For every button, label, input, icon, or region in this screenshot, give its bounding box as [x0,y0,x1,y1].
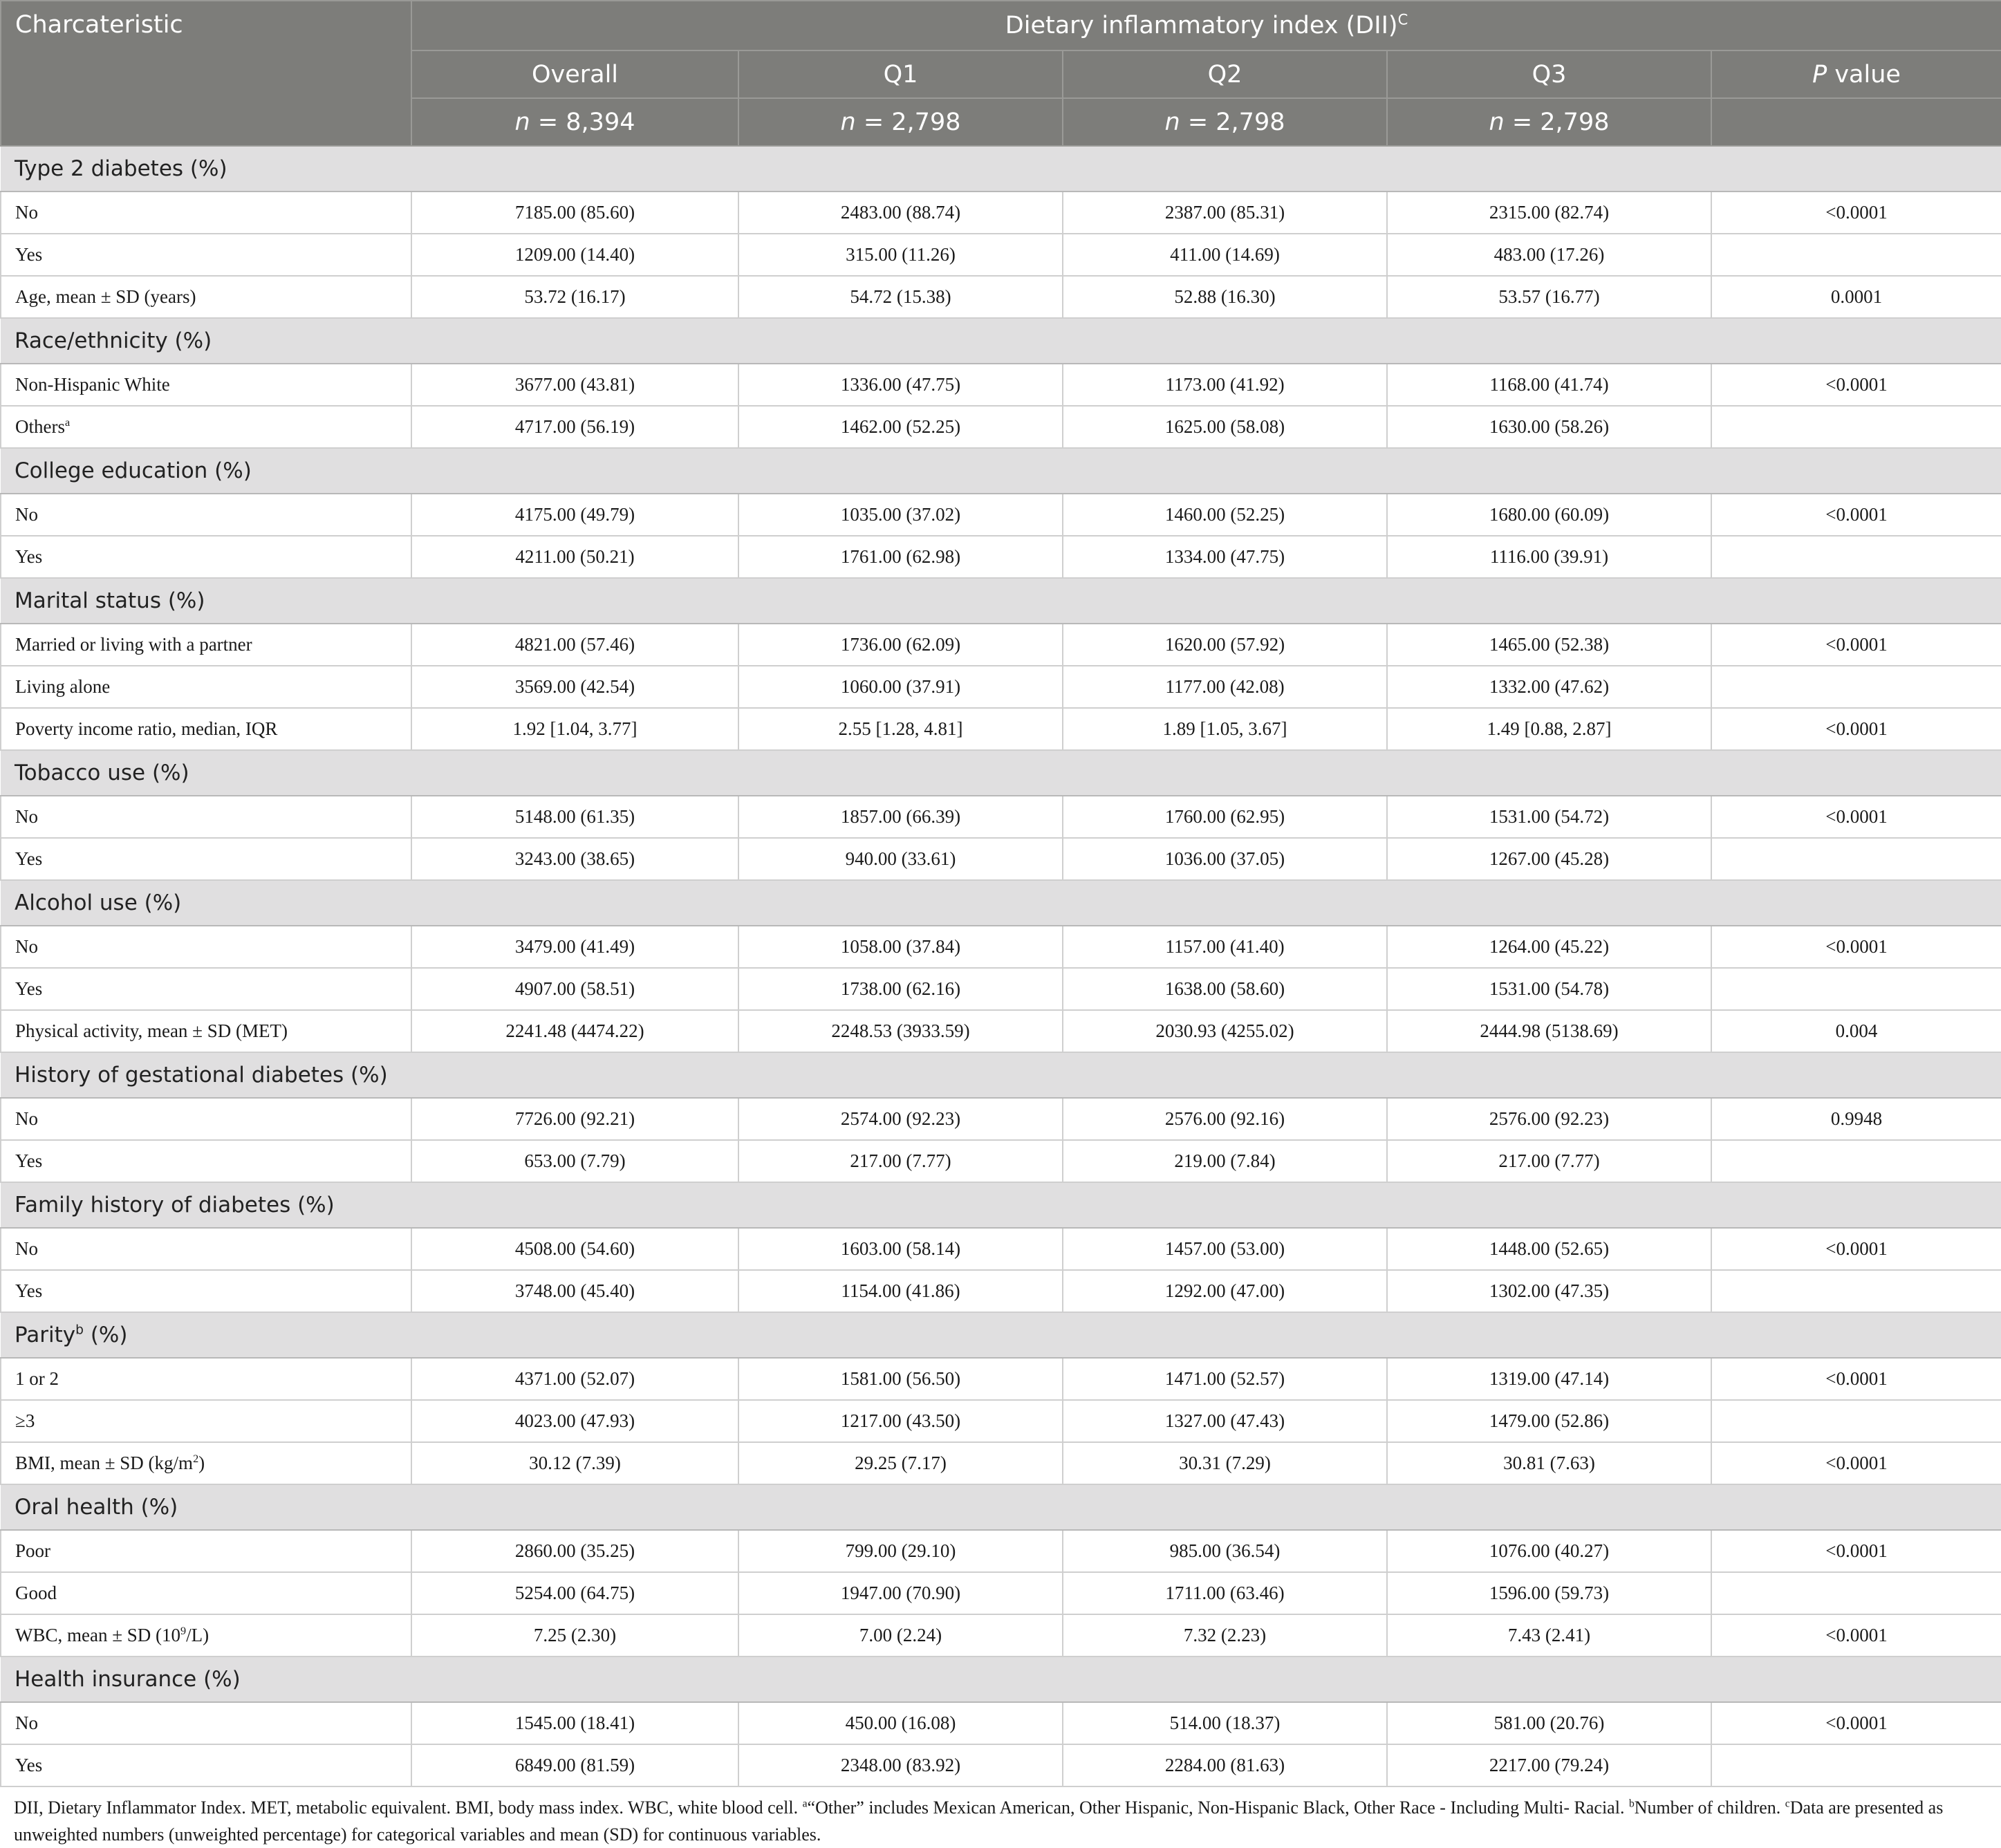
table-body [1,146,2001,1786]
cell-p: <0.0001 [1711,494,2001,536]
group-title-rest: (%) [83,1323,128,1347]
row-label-text: Married or living with a partner [15,634,252,655]
footnote-part3: Number of children. [1634,1798,1785,1818]
cell-q2: 2576.00 (92.16) [1063,1098,1387,1140]
table-row [1,364,2001,406]
row-label [1,1140,411,1182]
n-p-empty [1711,98,2001,146]
cell-p [1711,406,2001,448]
row-label-text: No [15,1238,38,1259]
row-label-text: Living alone [15,676,111,697]
n-value: = 8,394 [537,108,635,136]
cell-q2: 411.00 (14.69) [1063,234,1387,276]
group-header-row [1,1656,2001,1702]
cell-p: <0.0001 [1711,1228,2001,1270]
row-label [1,1010,411,1052]
cell-q3: 1116.00 (39.91) [1387,536,1711,578]
table-row [1,708,2001,750]
cell-p: 0.9948 [1711,1098,2001,1140]
cell-overall: 653.00 (7.79) [411,1140,738,1182]
cell-q3: 1680.00 (60.09) [1387,494,1711,536]
cell-q3: 1630.00 (58.26) [1387,406,1711,448]
cell-q1: 1738.00 (62.16) [738,968,1063,1010]
cell-q2: 1457.00 (53.00) [1063,1228,1387,1270]
table-row [1,1530,2001,1572]
cell-overall: 5254.00 (64.75) [411,1572,738,1614]
cell-q1: 2.55 [1.28, 4.81] [738,708,1063,750]
cell-q1: 799.00 (29.10) [738,1530,1063,1572]
row-label [1,968,411,1010]
cell-overall: 3243.00 (38.65) [411,838,738,880]
row-label-rest: ) [198,1453,205,1473]
n-symbol: n [1164,108,1180,136]
table-row [1,838,2001,880]
table-row [1,1702,2001,1744]
cell-overall: 2860.00 (35.25) [411,1530,738,1572]
cell-q2: 1157.00 (41.40) [1063,926,1387,968]
n-q1 [738,98,1063,146]
cell-q1: 1060.00 (37.91) [738,666,1063,708]
cell-overall: 1545.00 (18.41) [411,1702,738,1744]
group-title-text: Health insurance (%) [15,1667,241,1692]
group-title [1,146,2001,192]
cell-q1: 450.00 (16.08) [738,1702,1063,1744]
dii-header [411,1,2001,50]
group-title-text: College education (%) [15,458,252,483]
row-label-text: Yes [15,1280,43,1301]
cell-overall: 4211.00 (50.21) [411,536,738,578]
cell-q3: 1465.00 (52.38) [1387,624,1711,666]
cell-overall: 4023.00 (47.93) [411,1400,738,1442]
row-label-text: No [15,202,38,223]
cell-q2: 1173.00 (41.92) [1063,364,1387,406]
cell-p: <0.0001 [1711,926,2001,968]
table-row [1,1228,2001,1270]
cell-overall: 3569.00 (42.54) [411,666,738,708]
row-label [1,1228,411,1270]
n-overall [411,98,738,146]
cell-q3: 30.81 (7.63) [1387,1442,1711,1484]
cell-q3: 1302.00 (47.35) [1387,1270,1711,1312]
row-label [1,364,411,406]
cell-overall: 3479.00 (41.49) [411,926,738,968]
cell-q2: 1620.00 (57.92) [1063,624,1387,666]
footnote-part1: DII, Dietary Inflammator Index. MET, metabolic equivalent. BMI, body mass index. WBC, white blood cell. [14,1798,803,1818]
cell-overall: 4717.00 (56.19) [411,406,738,448]
cell-q3: 2315.00 (82.74) [1387,192,1711,234]
cell-q2: 1327.00 (47.43) [1063,1400,1387,1442]
row-label [1,666,411,708]
cell-q1: 1462.00 (52.25) [738,406,1063,448]
cell-q1: 1154.00 (41.86) [738,1270,1063,1312]
cell-overall: 4175.00 (49.79) [411,494,738,536]
cell-q1: 2348.00 (83.92) [738,1744,1063,1786]
row-label [1,708,411,750]
cell-q1: 1761.00 (62.98) [738,536,1063,578]
table-row [1,1140,2001,1182]
cell-q2: 1638.00 (58.60) [1063,968,1387,1010]
group-header-row [1,1312,2001,1358]
footnote-part4: Data are presented as unweighted numbers (unweighted percentage) for categorical variables and mean (SD) for continuous variables. [14,1798,1944,1845]
p-italic: P [1812,60,1827,88]
row-label [1,1400,411,1442]
group-title-text: Race/ethnicity (%) [15,328,212,353]
row-label-text: Poor [15,1540,51,1561]
cell-q1: 217.00 (7.77) [738,1140,1063,1182]
table-row [1,536,2001,578]
cell-q3: 1531.00 (54.72) [1387,796,1711,838]
cell-q3: 1.49 [0.88, 2.87] [1387,708,1711,750]
group-title [1,1484,2001,1530]
dii-sup: C [1397,11,1408,28]
cell-p: <0.0001 [1711,192,2001,234]
cell-q1: 2483.00 (88.74) [738,192,1063,234]
n-symbol: n [840,108,856,136]
row-label-text: Poverty income ratio, median, IQR [15,718,278,739]
cell-p [1711,1572,2001,1614]
row-label [1,1614,411,1656]
cell-p [1711,838,2001,880]
cell-q1: 1736.00 (62.09) [738,624,1063,666]
group-title-text: Tobacco use (%) [15,760,189,785]
footnote-part2: “Other” includes Mexican American, Other Hispanic, Non-Hispanic Black, Other Race - Including Multi- Racial. [807,1798,1629,1818]
row-label-text: WBC, mean ± SD (10 [15,1625,181,1645]
cell-overall: 1.92 [1.04, 3.77] [411,708,738,750]
group-header-row [1,318,2001,364]
row-label-text: No [15,806,38,827]
table-row [1,1098,2001,1140]
group-title [1,318,2001,364]
row-label-text: 1 or 2 [15,1368,59,1389]
cell-q1: 54.72 (15.38) [738,276,1063,318]
row-label-text: No [15,1108,38,1129]
cell-q2: 1177.00 (42.08) [1063,666,1387,708]
row-label-text: Yes [15,1755,43,1775]
n-value: = 2,798 [1511,108,1610,136]
cell-overall: 7726.00 (92.21) [411,1098,738,1140]
table-row [1,1614,2001,1656]
cell-q1: 1947.00 (70.90) [738,1572,1063,1614]
cell-q1: 1058.00 (37.84) [738,926,1063,968]
row-label-sup: 2 [193,1453,199,1465]
cell-p [1711,1744,2001,1786]
cell-q1: 1857.00 (66.39) [738,796,1063,838]
group-header-row [1,1182,2001,1228]
row-label-text: Physical activity, mean ± SD (MET) [15,1020,288,1041]
cell-q1: 1336.00 (47.75) [738,364,1063,406]
cell-q3: 2217.00 (79.24) [1387,1744,1711,1786]
row-label-sup: a [64,416,71,429]
cell-p: <0.0001 [1711,1702,2001,1744]
cell-p [1711,234,2001,276]
table-row [1,1572,2001,1614]
n-value: = 2,798 [1187,108,1285,136]
group-title-text: Parity [15,1323,76,1347]
group-title [1,1312,2001,1358]
cell-overall: 3677.00 (43.81) [411,364,738,406]
table-row [1,494,2001,536]
row-label-text: Good [15,1583,57,1603]
cell-q2: 2284.00 (81.63) [1063,1744,1387,1786]
cell-q3: 1168.00 (41.74) [1387,364,1711,406]
row-label-text: No [15,1712,38,1733]
cell-q1: 7.00 (2.24) [738,1614,1063,1656]
cell-overall: 4508.00 (54.60) [411,1228,738,1270]
col-header-overall: Overall [411,50,738,98]
cell-p [1711,1400,2001,1442]
group-title-sup: b [75,1323,84,1338]
col-header-q2: Q2 [1063,50,1387,98]
cell-q2: 7.32 (2.23) [1063,1614,1387,1656]
group-title-text: Family history of diabetes (%) [15,1193,335,1217]
row-label-text: Age, mean ± SD (years) [15,286,196,307]
cell-q2: 1.89 [1.05, 3.67] [1063,708,1387,750]
row-label-text: ≥3 [15,1410,35,1431]
cell-q3: 1267.00 (45.28) [1387,838,1711,880]
n-q2 [1063,98,1387,146]
cell-p [1711,666,2001,708]
cell-q3: 1531.00 (54.78) [1387,968,1711,1010]
cell-q2: 1625.00 (58.08) [1063,406,1387,448]
cell-q1: 2574.00 (92.23) [738,1098,1063,1140]
cell-q1: 2248.53 (3933.59) [738,1010,1063,1052]
group-title-text: Type 2 diabetes (%) [15,156,227,181]
col-header-q1: Q1 [738,50,1063,98]
cell-q2: 1334.00 (47.75) [1063,536,1387,578]
row-label [1,1702,411,1744]
cell-q2: 1036.00 (37.05) [1063,838,1387,880]
cell-q2: 2030.93 (4255.02) [1063,1010,1387,1052]
cell-p [1711,1270,2001,1312]
cell-p: <0.0001 [1711,796,2001,838]
cell-overall: 2241.48 (4474.22) [411,1010,738,1052]
table-row [1,192,2001,234]
cell-overall: 4907.00 (58.51) [411,968,738,1010]
row-label [1,234,411,276]
row-label [1,926,411,968]
cell-p: <0.0001 [1711,1442,2001,1484]
cell-p: <0.0001 [1711,364,2001,406]
row-label [1,1442,411,1484]
cell-p: <0.0001 [1711,1614,2001,1656]
table-row [1,234,2001,276]
cell-q2: 30.31 (7.29) [1063,1442,1387,1484]
cell-overall: 53.72 (16.17) [411,276,738,318]
cell-overall: 7185.00 (85.60) [411,192,738,234]
row-label-text: Yes [15,848,43,869]
group-header-row [1,750,2001,796]
cell-q1: 940.00 (33.61) [738,838,1063,880]
row-label-text: Yes [15,244,43,265]
col-header-p-value [1711,50,2001,98]
cell-q3: 1076.00 (40.27) [1387,1530,1711,1572]
cell-q2: 1711.00 (63.46) [1063,1572,1387,1614]
cell-p: <0.0001 [1711,708,2001,750]
row-label [1,406,411,448]
n-q3 [1387,98,1711,146]
row-label [1,838,411,880]
cell-q1: 29.25 (7.17) [738,1442,1063,1484]
group-title [1,448,2001,494]
characteristic-header: Charcateristic [1,1,411,146]
n-symbol: n [1489,108,1505,136]
footnote-sup-c: c [1785,1798,1790,1810]
row-label [1,1530,411,1572]
cell-q1: 1217.00 (43.50) [738,1400,1063,1442]
cell-q2: 1460.00 (52.25) [1063,494,1387,536]
cell-overall: 30.12 (7.39) [411,1442,738,1484]
cell-q2: 1760.00 (62.95) [1063,796,1387,838]
group-title [1,750,2001,796]
cell-q3: 1264.00 (45.22) [1387,926,1711,968]
group-header-row [1,1484,2001,1530]
cell-overall: 3748.00 (45.40) [411,1270,738,1312]
table-row [1,1010,2001,1052]
group-title-text: History of gestational diabetes (%) [15,1063,388,1088]
cell-q3: 1319.00 (47.14) [1387,1358,1711,1400]
cell-q1: 1603.00 (58.14) [738,1228,1063,1270]
cell-q3: 1448.00 (52.65) [1387,1228,1711,1270]
row-label-text: No [15,504,38,525]
cell-q3: 2444.98 (5138.69) [1387,1010,1711,1052]
table-footnote [0,1787,2001,1848]
group-title [1,1052,2001,1098]
group-header-row [1,880,2001,926]
row-label [1,494,411,536]
table-row [1,1270,2001,1312]
col-header-q3: Q3 [1387,50,1711,98]
cell-q1: 315.00 (11.26) [738,234,1063,276]
cell-q1: 1035.00 (37.02) [738,494,1063,536]
table-row [1,1442,2001,1484]
cell-overall: 1209.00 (14.40) [411,234,738,276]
group-header-row [1,578,2001,624]
cell-q2: 514.00 (18.37) [1063,1702,1387,1744]
cell-overall: 4371.00 (52.07) [411,1358,738,1400]
cell-overall: 5148.00 (61.35) [411,796,738,838]
footnote-sup-a: a [802,1798,808,1810]
n-value: = 2,798 [863,108,961,136]
cell-p: <0.0001 [1711,1358,2001,1400]
dii-title: Dietary inflammatory index (DII) [1005,12,1398,39]
cell-p [1711,968,2001,1010]
cell-q1: 1581.00 (56.50) [738,1358,1063,1400]
row-label [1,276,411,318]
cell-q3: 1332.00 (47.62) [1387,666,1711,708]
cell-q3: 581.00 (20.76) [1387,1702,1711,1744]
group-title-text: Oral health (%) [15,1495,178,1520]
table-row [1,1400,2001,1442]
cell-q2: 1292.00 (47.00) [1063,1270,1387,1312]
cell-q2: 219.00 (7.84) [1063,1140,1387,1182]
row-label-text: Others [15,416,65,437]
cell-p [1711,1140,2001,1182]
row-label-text: Non-Hispanic White [15,374,170,395]
group-header-row [1,448,2001,494]
group-header-row [1,1052,2001,1098]
group-title [1,578,2001,624]
cell-q2: 52.88 (16.30) [1063,276,1387,318]
table-row [1,624,2001,666]
row-label [1,536,411,578]
footnote-sup-b: b [1628,1798,1635,1810]
row-label-text: Yes [15,978,43,999]
row-label [1,1098,411,1140]
table-row [1,926,2001,968]
row-label-rest: /L) [186,1625,210,1645]
row-label [1,1744,411,1786]
row-label [1,192,411,234]
cell-p: <0.0001 [1711,1530,2001,1572]
cell-p [1711,536,2001,578]
cell-q3: 7.43 (2.41) [1387,1614,1711,1656]
cell-overall: 4821.00 (57.46) [411,624,738,666]
group-title-text: Alcohol use (%) [15,890,182,915]
table-row [1,796,2001,838]
cell-q3: 2576.00 (92.23) [1387,1098,1711,1140]
cell-q2: 985.00 (36.54) [1063,1530,1387,1572]
table-row [1,406,2001,448]
cell-overall: 6849.00 (81.59) [411,1744,738,1786]
cell-q3: 1479.00 (52.86) [1387,1400,1711,1442]
table-header [1,1,2001,146]
row-label-text: BMI, mean ± SD (kg/m [15,1453,194,1473]
n-symbol: n [514,108,530,136]
row-label-text: No [15,936,38,957]
group-title [1,1656,2001,1702]
table-row [1,276,2001,318]
cell-overall: 7.25 (2.30) [411,1614,738,1656]
row-label-text: Yes [15,546,43,567]
row-label [1,1270,411,1312]
group-title [1,880,2001,926]
cell-q2: 2387.00 (85.31) [1063,192,1387,234]
group-title [1,1182,2001,1228]
row-label-sup: 9 [180,1625,187,1637]
row-label [1,624,411,666]
table-row [1,968,2001,1010]
cell-q3: 217.00 (7.77) [1387,1140,1711,1182]
row-label [1,1572,411,1614]
cell-p: <0.0001 [1711,624,2001,666]
group-title-text: Marital status (%) [15,588,205,613]
cell-q3: 483.00 (17.26) [1387,234,1711,276]
cell-p: 0.0001 [1711,276,2001,318]
table-row [1,1358,2001,1400]
group-header-row [1,146,2001,192]
row-label [1,1358,411,1400]
p-rest: value [1827,60,1901,88]
cell-p: 0.004 [1711,1010,2001,1052]
row-label [1,796,411,838]
cell-q3: 1596.00 (59.73) [1387,1572,1711,1614]
cell-q3: 53.57 (16.77) [1387,276,1711,318]
table-row [1,1744,2001,1786]
cell-q2: 1471.00 (52.57) [1063,1358,1387,1400]
row-label-text: Yes [15,1150,43,1171]
table-row [1,666,2001,708]
